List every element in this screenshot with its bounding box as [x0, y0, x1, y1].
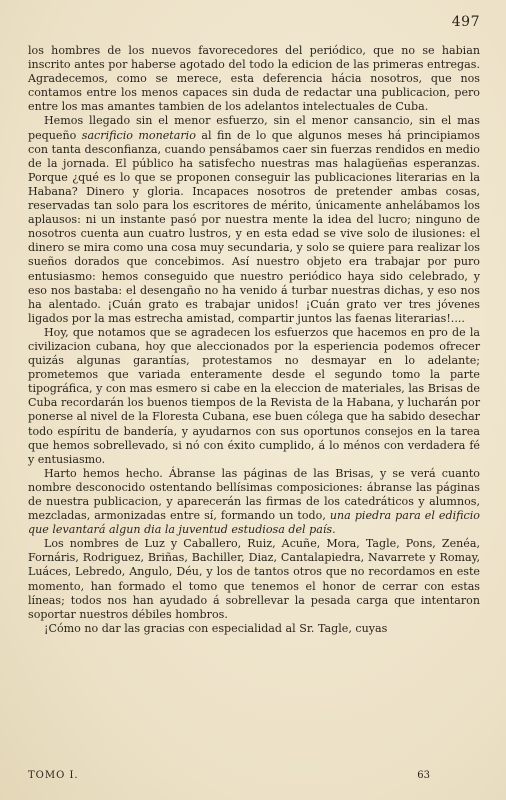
page-number: 497 — [451, 14, 480, 30]
body-text — [28, 44, 480, 636]
volume-label: TOMO I. — [28, 770, 79, 781]
paragraph — [28, 114, 480, 325]
paragraph — [28, 44, 480, 114]
text-run: Los nombres de Luz y Caballero, Ruiz, Acuñe, Mora, Tagle, Pons, Zenéa, Fornáris, Rodriguez, Briñas, Bachiller, Diaz, Cantalapiedra, Navarrete y Romay, Luáces, Lebredo, Angulo, Déu, y los de tantos otros que no recordamos en este momento, han formado el tomo que tenemos el honor de cerrar con estas líneas; todos nos han ayudado á sobrellevar la pesada carga que intentaron soportar nuestros débiles hombros. — [28, 537, 480, 621]
paragraph — [28, 537, 480, 622]
text-run: Harto hemos hecho. Ábranse las páginas de las Brisas, y se verá cuanto nombre desconocido ostentando bellísimas composiciones: ábranse las páginas de nuestra publicacion, y aparecerán las firmas de los catedráticos y alumnos, mezcladas, armonizadas entre sí, formando un todo, — [28, 466, 480, 523]
text-run: ¡Cómo no dar las gracias con especialidad al Sr. Tagle, cuyas — [44, 621, 388, 635]
page-footer — [28, 770, 480, 781]
signature-mark: 63 — [417, 770, 430, 781]
italic-text: una piedra para el edificio que levantará algun dia la juventud estudiosa del país. — [28, 509, 480, 537]
text-run: los hombres de los nuevos favorecedores del periódico, que no se habian inscrito antes por haberse agotado del todo la edicion de las primeras entregas. Agradecemos, como se merece, esta deferencia hácia nosotros, que nos contamos entre los menos capaces sin duda de redactar una publicacion, pero entre los mas amantes tambien de los adelantos intelectuales de Cuba. — [28, 44, 480, 114]
paragraph — [28, 622, 480, 636]
text-run: Hoy, que notamos que se agradecen los esfuerzos que hacemos en pro de la civilizacion cubana, hoy que aleccionados por la esperiencia podemos ofrecer quizás algunas garantías, protestamos no desmayar en lo adelante; prometemos que variada enteramente desde el segundo tomo la parte tipográfica, y con mas esmero si cabe en la eleccion de materiales, las Brisas de Cuba recordarán los buenos tiempos de la Revista de la Habana, y lucharán por ponerse al nivel de la Floresta Cubana, ese buen cólega que ha sabido desechar todo espíritu de bandería, y ayudarnos con sus oportunos consejos en la tarea que hemos sobrellevado, si nó con éxito cumplido, á lo ménos con verdadera fé y entusiasmo. — [28, 325, 480, 466]
paragraph — [28, 467, 480, 537]
text-run: Hemos llegado sin el menor esfuerzo, sin el menor cansancio, sin el mas pequeño — [28, 114, 480, 142]
paragraph — [28, 326, 480, 467]
text-run: al fin de lo que algunos meses há principiamos con tanta desconfianza, cuando pensábamos caer sin fuerzas rendidos en medio de la jornada. El público ha satisfecho nuestras mas halagüeñas esperanzas. Porque ¿qué es lo que se proponen conseguir las publicaciones literarias en la Habana? Dinero y gloria. Incapaces nosotros de pretender ambas cosas, reservadas tan solo para los escritores de mérito, únicamente anhelábamos los aplausos: ni un instante pasó por nuestra mente la idea del lucro; ninguno de nosotros cuenta aun cuatro lustros, y en esta edad se vive solo de ilusiones: el dinero se mira como una cosa muy secundaria, y solo se quiere para realizar los sueños dorados que concebimos. Así nuestro objeto era trabajar por puro entusiasmo: hemos conseguido que nuestro periódico haya sido celebrado, y eso nos bastaba: el desengaño no ha venido á turbar nuestras dichas, y eso nos ha alentado. ¡Cuán grato es trabajar unidos! ¡Cuán grato ver tres jóvenes ligados por la mas estrecha amistad, compartir juntos las faenas literarias!.... — [28, 128, 481, 325]
italic-text: sacrificio monetario — [81, 128, 196, 142]
